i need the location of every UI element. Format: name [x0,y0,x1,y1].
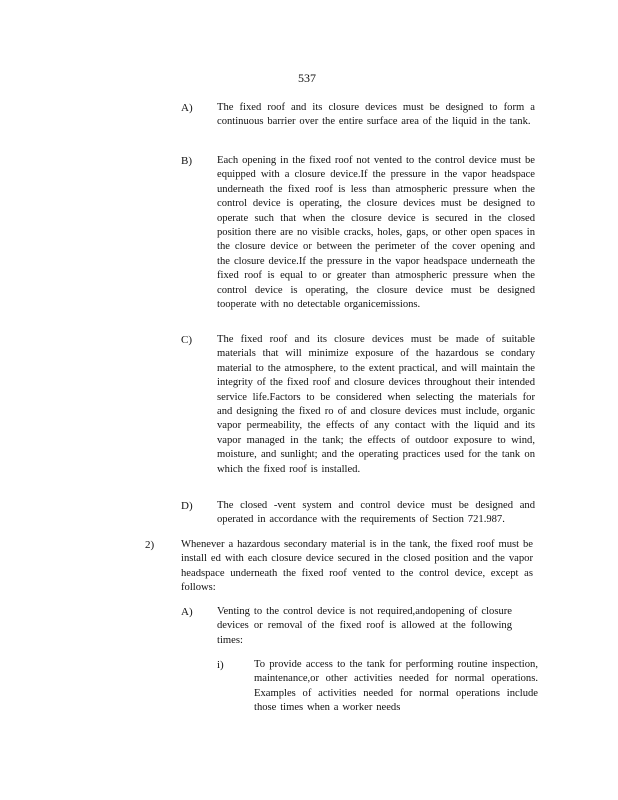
item-label: B) [181,155,192,167]
item-label: A) [181,102,193,114]
item-text: The fixed roof and its closure devices must be made of suitable materials that will minimize exposure of the hazardous se condary material to the atmosphere, to the extent practical, and will maintain the integrity of the fixed roof and closure devices throughout their intended service life.Factors to be considered when selecting the materials for and designing the fixed ro of and closure devices must include, organic vapor permeability, the effects of any contact with the liquid and its vapor managed in the tank; the effects of outdoor exposure to wind, moisture, and sunlight; and the operating practices used for the tank on which the fixed roof is installed. [217,334,535,475]
item-text: Whenever a hazardous secondary material is in the tank, the fixed roof must be install ed with each closure device secured in the closed position and the vapor headspace underneath the fixed roof vented to the control device, except as follows: [181,539,533,594]
item-label: 2) [145,539,155,551]
page-number: 537 [298,71,316,85]
item-label: C) [181,334,192,346]
item-text: To provide access to the tank for performing routine inspection, maintenance,or other activities needed for normal operations. Examples of activities needed for normal operations include those times when a worker needs [254,659,538,714]
item-label: i) [217,659,224,671]
item-text: Each opening in the fixed roof not vented to the control device must be equipped with a closure device.If the pressure in the vapor headspace underneath the fixed roof is less than atmospheric pressure when the control device is operating, the closure devices must be designed to operate such that when the closure device is secured in the closed position there are no visible cracks, holes, gaps, or other open spaces in the closure device or between the perimeter of the cover opening and the closure device.If the pressure in the vapor headspace underneath the fixed roof is equal to or greater than atmospheric pressure when the control device is operating, the closure device must be designed tooperate with no detectable organicemissions. [217,155,535,311]
item-label: D) [181,500,193,512]
item-text: The closed -vent system and control device must be designed and operated in accordance with the requirements of Section 721.987. [217,500,535,526]
item-text: The fixed roof and its closure devices must be designed to form a continuous barrier over the entire surface area of the liquid in the tank. [217,102,535,128]
item-text: Venting to the control device is not required,andopening of closure devices or removal of the fixed roof is allowed at the following times: [217,606,512,646]
item-label: A) [181,606,193,618]
